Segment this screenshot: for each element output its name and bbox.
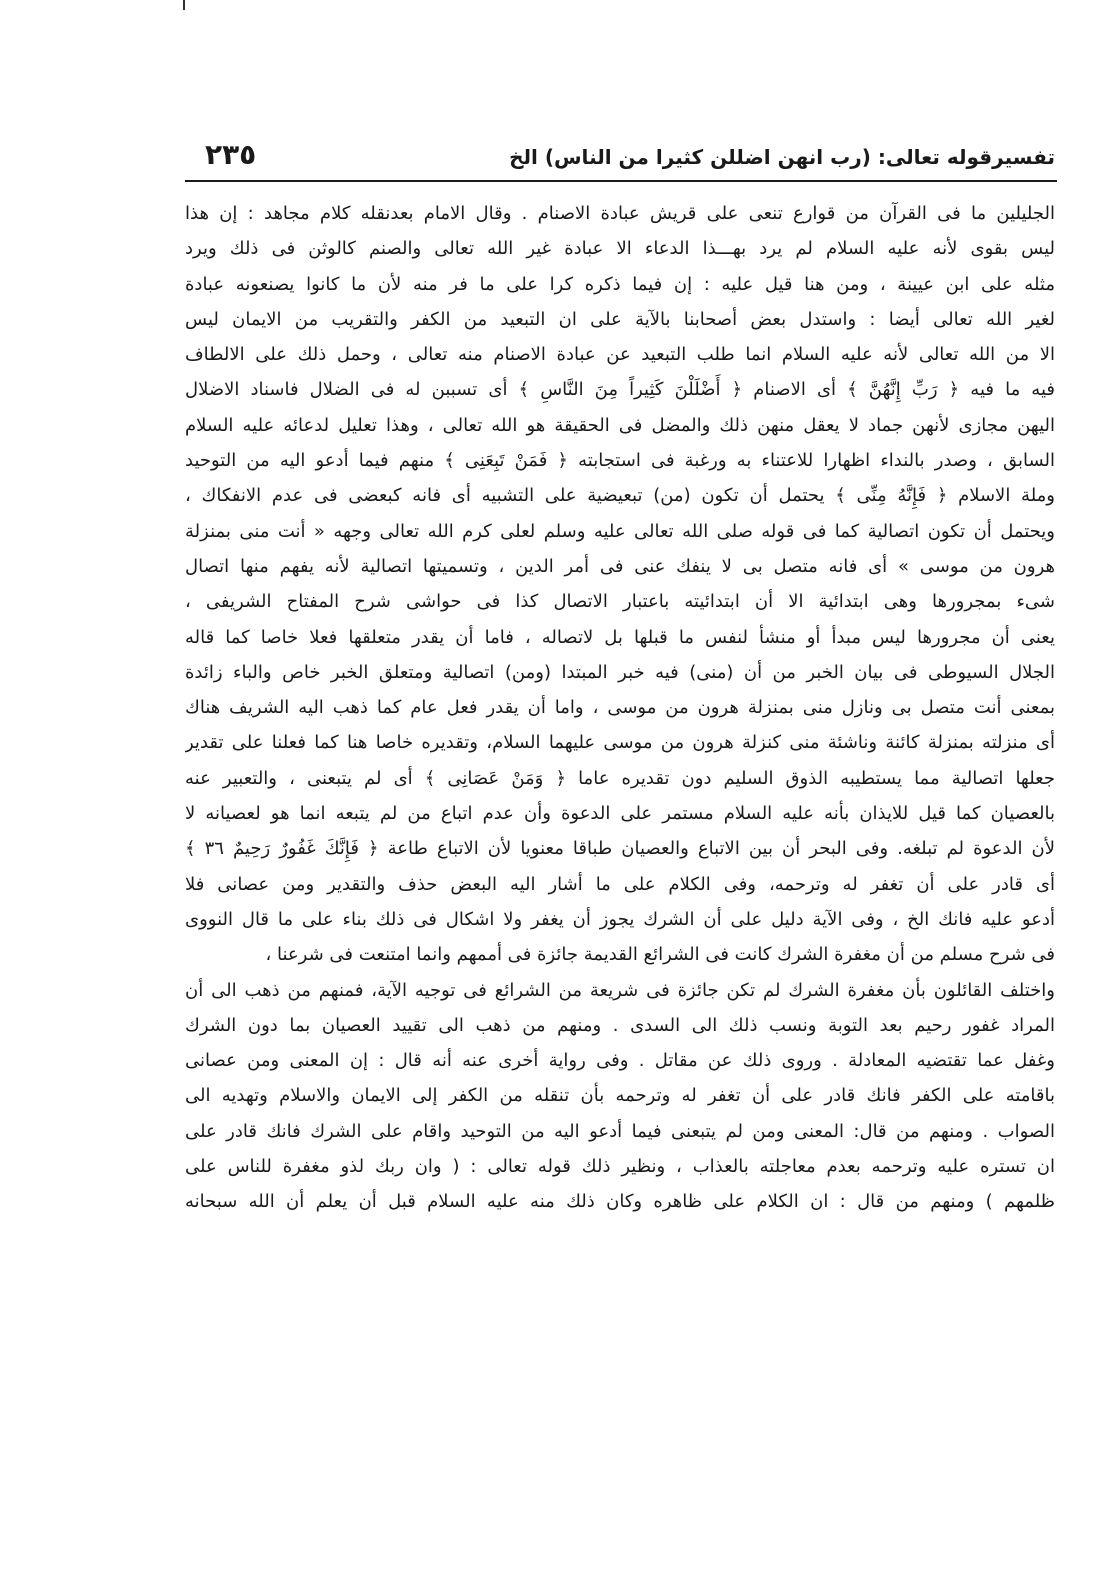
text-line: جعلها اتصالية مما يستطيبه الذوق السليم دون تقديره عاما ﴿ وَمَنْ عَصَانِى ﴾ أى لم يتبعنى ، والتعبير عنه [185,767,1055,789]
text-line: لغير الله تعالى أيضا : واستدل بعض أصحابنا بالآية على ان التبعيد من الكفر والتقريب من الايمان ليس [185,308,1055,330]
text-line: أى منزلته بمنزلة كائنة وناشئة منى كنزلة هرون من موسى عليهما السلام، وتقديره خاصا هنا كما فعلنا على تقدير [185,732,1055,754]
text-line: هرون من موسى » أى فانه متصل بى لا ينفك عنى فى أمر الدين ، وتسميتها اتصالية لأنه يفهم منها اتصال [185,555,1055,577]
page-number: ٢٣٥ [205,138,257,171]
text-line: وملة الاسلام ﴿ فَإِنَّهُ مِنِّى ﴾ يحتمل أن تكون (من) تبعيضية على التشبيه أى فانه كبعضى فى عدم الانفكاك ، [185,485,1055,507]
text-line: الجليلين ما فى القرآن من قوارع تنعى على قريش عبادة الاصنام . وقال الامام بعدنقله كلام مجاهد : إن هذا [185,203,1055,224]
text-line: الا من الله تعالى لأنه عليه السلام انما طلب التبعيد عن عبادة الاصنام منه تعالى ، وحمل ذلك على الالطاف [185,344,1055,366]
body-text [185,196,1055,1220]
text-line: الصواب . ومنهم من قال: المعنى ومن لم يتبعنى فيما أدعو اليه من التوحيد واقام على الشرك فانك قادر على [185,1120,1055,1142]
text-line: ليس بقوى لأنه عليه السلام لم يرد بهـــذا الدعاء الا عبادة غير الله تعالى والصنم كالوثن فى ذلك ويرد [185,238,1055,260]
text-line: اليهن مجازى لأنهن جماد لا يعقل منهن ذلك والمضل فى الحقيقة هو الله تعالى ، وهذا تعليل لدعائه عليه السلام [185,414,1055,436]
running-title: تفسيرقوله تعالى: (رب انهن اضللن كثيرا من الناس) الخ [509,145,1055,169]
text-line: باقامته على الكفر فانك قادر على أن تغفر له وترحمه بأن تنقله من الكفر إلى الايمان والاسلام وتهديه الى [185,1085,1055,1107]
page-header [185,138,1055,178]
text-line: أى قادر على أن تغفر له وترحمه، وفى الكلام على ما أشار اليه البعض حذف والتقدير ومن عصانى فلا [185,873,1055,895]
text-line: لأن الدعوة لم تبلغه. وفى البحر أن بين الاتباع والعصيان طباقا معنويا لأن الاتباع طاعة ﴿ فَإِنَّكَ غَفُورٌ رَحِيمٌ ٣٦ ﴾ [185,838,1055,860]
text-line: وغفل عما تقتضيه المعادلة . وروى ذلك عن مقاتل . وفى رواية أخرى عنه أنه قال : إن المعنى ومن عصانى [185,1050,1055,1072]
scan-mark [183,0,185,10]
text-line: ظلمهم ) ومنهم من قال : ان الكلام على ظاهره وكان ذلك منه عليه السلام قبل أن يعلم أن الله سبحانه [185,1191,1055,1213]
text-line: بمعنى أنت متصل بى ونازل منى بمنزلة هرون من موسى ، واما أن يقدر فعل عام كما ذهب اليه الشريف هناك [185,697,1055,719]
text-line: ان تستره عليه وترحمه بعدم معاجلته بالعذاب ، ونظير ذلك قوله تعالى : ( وان ربك لذو مغفرة للناس على [185,1156,1055,1178]
text-line: فى شرح مسلم من أن مغفرة الشرك كانت فى الشرائع القديمة جائزة فى أممهم وانما امتنعت فى شرعنا ، [265,944,1055,966]
text-line: الجلال السيوطى فى بيان الخبر من أن (منى) فيه خبر المبتدا (ومن) اتصالية ومتعلق الخبر خاص والباء زائدة [185,661,1055,683]
text-line: واختلف القائلون بأن مغفرة الشرك لم تكن جائزة فى شريعة من الشرائع فى توجيه الآية، فمنهم من ذهب الى أن [185,979,1055,1001]
text-line: يعنى أن مجرورها ليس مبدأ أو منشأ لنفس ما قبلها بل لاتصاله ، فاما أن يقدر متعلقها فعلا خاصا كما قاله [185,626,1055,648]
text-line: المراد غفور رحيم بعد التوبة ونسب ذلك الى السدى . ومنهم من ذهب الى تقييد العصيان بما دون الشرك [185,1014,1055,1036]
text-line: مثله على ابن عيينة ، ومن هنا قيل عليه : إن فيما ذكره كرا على ما فر منه لأن ما كانوا يصنعونه عبادة [185,273,1055,295]
header-divider [185,180,1057,182]
text-line: السابق ، وصدر بالنداء اظهارا للاعتناء به ورغبة فى استجابته ﴿ فَمَنْ تَبِعَنِى ﴾ منهم فيما أدعو اليه من التوحيد [185,450,1055,472]
text-line: ويحتمل أن تكون اتصالية كما فى قوله صلى الله تعالى عليه وسلم لعلى كرم الله تعالى وجهه « أنت منى بمنزلة [185,520,1055,542]
text-line: شىء بمجرورها وهى ابتدائية الا أن ابتدائيته باعتبار الاتصال كذا فى حواشى شرح المفتاح الشريفى ، [185,591,1055,613]
text-line: أدعو عليه فانك الخ ، وفى الآية دليل على أن الشرك يجوز أن يغفر ولا اشكال فى ذلك بناء على ما قال النووى [185,908,1055,930]
text-line: بالعصيان كما قيل للايذان بأنه عليه السلام مستمر على الدعوة وأن عدم اتباع من لم يتبعه انما هو لعصيانه لا [185,803,1055,825]
text-line: فيه ما فيه ﴿ رَبِّ إِنَّهُنَّ ﴾ أى الاصنام ﴿ أَضْلَلْنَ كَثِيراً مِنَ النَّاسِ ﴾ أى تسببن له فى الضلال فاسناد الاضلال [185,379,1055,401]
